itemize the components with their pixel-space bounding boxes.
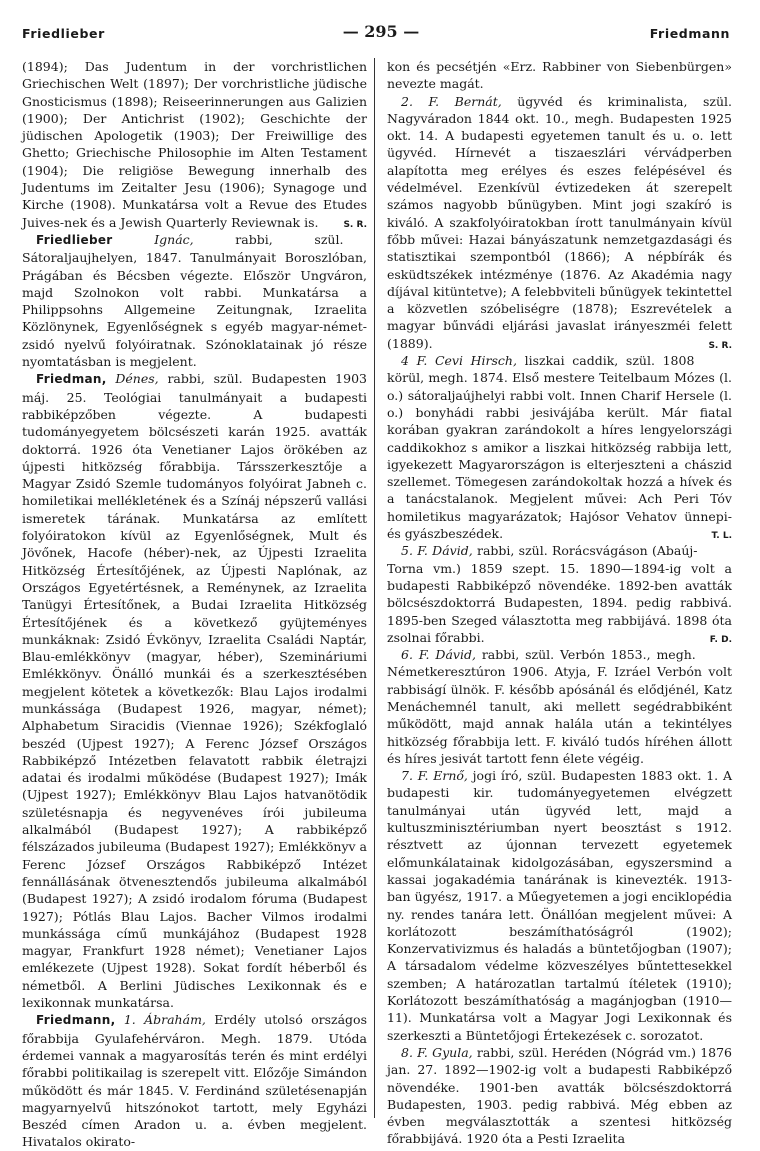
entry-name: 8. F. Gyula, [401, 1044, 473, 1060]
entry-name: 1. Ábrahám, [123, 1012, 206, 1028]
entry-text: rabbi, szül. Rorácsvágáson (Abaúj-Torna vm.) 1859 szept. 15. 1890—1894-ig volt a budapesti Rabbiképző növendéke. 1892-ben avatták bölcsészdoktorrá Budapesten, 1894. pedig rabbivá. 1895-ben Szeged választotta meg rabbijává. 1898 óta zsolnai főrabbi. [387, 543, 732, 645]
entry-friedmann [22, 1011, 367, 1150]
entry-cevi-hirsch [387, 352, 732, 542]
entry-friedlieber-ignac [22, 231, 367, 370]
paragraph-continuation: kon és pecsétjén «Erz. Rabbiner von Siebenbürgen» nevezte magát. [387, 59, 732, 92]
running-header [22, 22, 730, 44]
page-number: — 295 — [342, 22, 420, 41]
entry-headword: Friedman, [36, 372, 107, 387]
header-right-term: Friedmann [649, 26, 730, 41]
entry-text: rabbi, szül. Heréden (Nógrád vm.) 1876 jan. 27. 1892—1902-ig volt a budapesti Rabbiképző növendéke. 1901-ben avatták bölcsészdoktorrá Budapesten, 1903. pedig rabbivá. Még ebben az évben megválasztották a szentesi hitközség főrabbijává. 1920 óta a Pesti Izraelita [387, 1044, 733, 1147]
entry-name: 2. F. Bernát, [401, 93, 502, 109]
entry-text: Erdély utolsó országos főrabbija Gyulafehérváron. Megh. 1879. Utóda érdemei vannak a magyarosítás terén és mint erdélyi főrabbi politikailag is szerepelt vitt. Előzője Simándon működött és már 1845. V. Ferdinánd születésenapján magyarnyelvű hitszónokot tartott, mely Egyházi Beszéd címen Aradon u. a. évben megjelent. Hivatalos okirato- [22, 1012, 368, 1150]
author-signature: T. L. [711, 531, 732, 542]
right-column [387, 58, 733, 1147]
header-left-term: Friedlieber [22, 26, 105, 41]
entry-name: 6. F. Dávid, [401, 647, 476, 663]
entry-text: rabbi, szül. Verbón 1853., megh. Németkeresztúron 1906. Atyja, F. Izráel Verbón volt rabbiságí ülnök. F. később apósánál és elődjénél, Katz Menáchemnél tanult, aki mellett segédrabbiként működött, majd annak halála után a tekintélyes hitközség főrabbija lett. F. kiváló tudós híréhen állott és híres jesivát tartott fenn élete végéig. [387, 647, 732, 766]
left-column [22, 58, 368, 1150]
entry-headword: Friedmann, [36, 1013, 116, 1028]
entry-text: liszkai caddik, szül. 1808 körül, megh. 1874. Első mestere Teitelbaum Mózes (l. o.) sátoraljaújhelyi rabbi volt. Innen Charif Hersele (l. o.) bonyhádi rabbi jesivájába került. Már fiatal korában gyakran zarándokolt a híres lengyelországi caddikokhoz s amikor a liszkai hitközség rabbija lett, igyekezett Magyarországon is elterjeszteni a chászid szellemet. Tömegesen zarándokoltak hozzá a hívek és a tanácstalanok. Megjelent művei: Ach Peri Tóv homiletikus magyarázatok; Hajósor Vehatov ünnepi- és gyászbeszédek. [387, 353, 732, 542]
entry-text: rabbi, szül. Sátoraljaujhelyen, 1847. Tanulmányait Boroszlóban, Prágában és Bécsben végezte. Először Ungváron, majd Szolnokon volt rabbi. Munkatársa a Philippsohns Allgemeine Zeitungnak, Izraelita Közlönynek, Egyenlőségnek s egyéb magyar-német-zsidó nyelvű folyóiratnak. Szónoklatainak jó része nyomtatásban is megjelent. [22, 231, 367, 370]
author-signature: F. D. [709, 634, 732, 645]
entry-text: jogi író, szül. Budapesten 1883 okt. 1. A budapesti kir. tudományegyetemen elvégzett tanulmányai után ügyvéd lett, majd a kultuszminisztériumban nyert beosztást s 1912. résztvett az újonnan tervezett egyetemek előmunkálatainak kidolgozásában, egyszersmind a kassai jogakadémia tanárának is kinevezték. 1913-ban ügyész, 1917. a Műegyetemen a jogi enciklopédia ny. rendes tanára lett. Önállóan megjelent művei: A korlátozott beszámíthatóságról (1902); Konzervativizmus és haladás a büntetőjogban (1907); A társadalom védelme közveszélyes bűntettesekkel szemben; A határozatlan tartalmú ítéletek (1910); Korlátozott beszámíthatóság a magánjogban (1910—11). Munkatársa volt a Magyar Jogi Lexikonnak és szerkeszti a Büntetőjogi Értekezések c. sorozatot. [387, 768, 732, 1043]
author-signature: S. R. [708, 340, 732, 351]
entry-erno [387, 767, 732, 1044]
entry-name: 4 F. Cevi Hirsch, [401, 353, 517, 369]
entry-gyula [387, 1044, 732, 1148]
entry-bernat [387, 93, 732, 352]
entry-text: rabbi, szül. Budapesten 1903 máj. 25. Teológiai tanulmányait a budapesti rabbiképzőben végezte. A budapesti tudományegyetem bölcsészeti karán 1925. avatták doktorrá. 1926 óta Venetianer Lajos örökében az újpesti hitközség főrabbija. Társszerkesztője a Magyar Zsidó Szemle tudományos folyóirat Jabneh c. homiletikai mellékletének és a Színáj népszerű vallási ismeretek tárának. Munkatársa az említett folyóiratokon kívül az Egyenlőségnek, Mult és Jövőnek, Hacofe (héber)-nek, az Újpesti Izraelita Hitközség Értesítőjének, az Újpesti Naplónak, az Országos Egyetértésnek, a Reménynek, az Izraelita Tanügyi Értesítőnek, a Budai Izraelita Hitközség Értesítőjének és a következő gyüjteményes munkáknak: Zsidó Évkönyv, Izraelita Családi Naptár, Blau-emlékkönyv (magyar, héber), Szemináriumi Emlékkönyv. Önálló munkái és a szerkesztésében megjelent kötetek a következők: Blau Lajos irodalmi munkássága (Budapest 1926, magyar, német); Alphabetum Siracidis (Viennae 1926); Székfoglaló beszéd (Ujpest 1927); A Ferenc József Országos Rabbiképző Intézetben felavatott rabbik életrajzi adatai és irodalmi működése (Budapest 1927); Imák (Ujpest 1927); Emlékkönyv Blau Lajos hatvanötödik születésnapja és negyvenéves írói jubileuma alkalmából (Budapest 1927); A rabbiképző félszázados jubileuma (Budapest 1927); Emlékkönyv a Ferenc József Országos Rabbiképző Intézet fennállásának ötvenesztendős jubileuma alkalmából (Budapest 1927); A zsidó irodalom fóruma (Budapest 1927); Pótlás Blau Lajos. Bacher Vilmos irodalmi munkássága című munkájához (Budapest 1928 magyar, Frankfurt 1928 német); Venetianer Lajos emlékezete (Ujpest 1928). Sokat fordít héberből és németből. A Berlini Jüdisches Lexikonnak és e lexikonnak munkatársa. [22, 371, 367, 1011]
entry-name: 5. F. Dávid, [401, 543, 473, 559]
paragraph-continuation: (1894); Das Judentum in der vorchristlichen Griechischen Welt (1897); Der vorchristliche jüdische Gnosticismus (1898); Reiseerinnerungen aus Galizien (1900); Der Antichrist (1902); Geschichte der jüdischen Apologetik (1903); Der Freiwillige des Ghetto; Griechische Philosophie im Alten Testament (1904); Die religiöse Bewegung innerhalb des Judentums im Zeitalter Jesu (1906); Synagoge und Kirche (1908). Munkatársa volt a Revue des Etudes Juives-nek és a Jewish Quarterly Reviewnak is. S. R. [22, 58, 367, 231]
entry-text: ügyvéd és kriminalista, szül. Nagyváradon 1844 okt. 10., megh. Budapesten 1925 okt. 14. A budapesti egyetemen tanult és u. o. lett ügyvéd. Hírnevét a tiszaeszlári vérvádperben alapította meg erélyes és eszes felépésével és védelmével. Ezenkívül évtizedeken át szerepelt számos nagyobb bűnügyben. Mint jogi szakíró is kiváló. A szakfolyóiratokban írott tanulmányain kívül főbb művei: Hazai bányászatunk nemzetgazdasági és statisztikai szempontból (1866); A népbírák és esküdtszékek intézménye (1876. Az Akadémia nagy díjával kitüntetve); A felebbviteli bűnügyek tekintettel a közvetlen szóbeliségre (1878); Eszrevételek a magyar bűnvádi eljárási javaslat irányeszméi felett (1889). [387, 93, 732, 351]
author-signature: S. R. [343, 219, 367, 230]
entry-david-2 [387, 646, 732, 767]
entry-friedman-denes [22, 370, 367, 1011]
column-divider [374, 58, 375, 1118]
entry-name: 7. F. Ernő, [401, 768, 468, 784]
entry-headword: Friedlieber [36, 232, 113, 247]
entry-name: Dénes, [115, 371, 159, 387]
entry-name: Ignác, [154, 231, 194, 247]
entry-david-1 [387, 542, 732, 646]
